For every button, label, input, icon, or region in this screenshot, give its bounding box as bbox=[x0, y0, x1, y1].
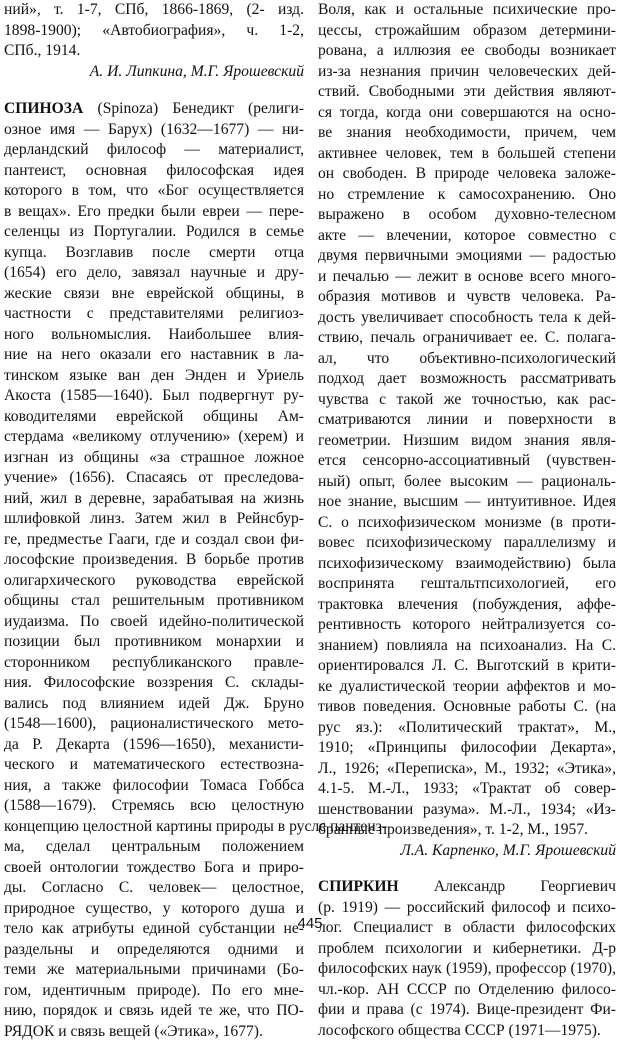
text-line: лог. Специалист в области философских bbox=[318, 918, 616, 939]
text-line: ется сенсорно-ассоциативный (чувствен- bbox=[318, 451, 616, 472]
text-line: позиции был противником монархии и bbox=[4, 632, 304, 653]
text-line: своей онтологии тождество Бога и приро- bbox=[4, 858, 304, 879]
entry-first-line-rest: (Spinoza) Бенедикт (религи- bbox=[83, 100, 304, 117]
text-line: дерландский философ — материалист, bbox=[4, 140, 304, 161]
text-line: ние на него оказали его наставник в ла- bbox=[4, 345, 304, 366]
text-line: учение» (1656). Спасаясь от преследова- bbox=[4, 468, 304, 489]
text-line: ке дуалистической теории аффектов и мо- bbox=[318, 677, 616, 698]
text-line: частности с представителями религиоз- bbox=[4, 304, 304, 325]
text-line: тивов поведения. Основные работы С. (на bbox=[318, 697, 616, 718]
text-line: образия мотивов и чувств человека. Ра- bbox=[318, 287, 616, 308]
text-line: тинском языке ван ден Энден и Уриель bbox=[4, 366, 304, 387]
text-line: из-за незнания причин человеческих дей- bbox=[318, 62, 616, 83]
text-line: геометрии. Низшим видом знания явля- bbox=[318, 431, 616, 452]
text-line: которого в том, что «Бог осуществляется bbox=[4, 181, 304, 202]
text-line: СПб., 1914. bbox=[4, 41, 304, 62]
text-line: ний, жил в деревне, зарабатывая на жизнь bbox=[4, 489, 304, 510]
text-line: 1910; «Принципы философии Декарта», bbox=[318, 738, 616, 759]
text-line: жеские связи вне еврейской общины, в bbox=[4, 284, 304, 305]
text-line: Л., 1926; «Переписка», М., 1932; «Этика», bbox=[318, 759, 616, 780]
text-line: тело как атрибуты единой субстанции не- bbox=[4, 919, 304, 940]
text-line: рус яз.): «Политический трактат», М., bbox=[318, 718, 616, 739]
text-line: и печалью — лежит в основе всего много- bbox=[318, 267, 616, 288]
text-line: в вещах». Его предки были евреи — пере- bbox=[4, 202, 304, 223]
text-line: ное знание, высшим — интуитивное. Идея bbox=[318, 492, 616, 513]
text-line: акте — влечении, которое совместно с bbox=[318, 226, 616, 247]
text-line: бранные произведения», т. 1-2, М., 1957. bbox=[318, 820, 616, 841]
text-line: но стремление к самосохранению. Оно bbox=[318, 185, 616, 206]
text-line: 4.1-5. М.-Л., 1933; «Трактат об совер- bbox=[318, 779, 616, 800]
entry-headword: СПИНОЗА bbox=[4, 100, 83, 117]
text-line: ческого и математического естествозна- bbox=[4, 755, 304, 776]
text-line: вались под влиянием идей Дж. Бруно bbox=[4, 694, 304, 715]
text-line: воспринята гештальтпсихологией, его bbox=[318, 574, 616, 595]
text-line: гом, идентичным природе). По его мне- bbox=[4, 981, 304, 1002]
text-line: общины стал решительным противником bbox=[4, 591, 304, 612]
text-line: чл.-кор. АН СССР по Отделению филосо- bbox=[318, 980, 616, 1001]
text-line: знанием) повлияла на психоанализ. На С. bbox=[318, 636, 616, 657]
text-line: ководителями еврейской общины Ам- bbox=[4, 407, 304, 428]
text-line: купца. Возглавив после смерти отца bbox=[4, 243, 304, 264]
text-line: ал, что объективно-психологический bbox=[318, 349, 616, 370]
text-line: выражено в особом духовно-телесном bbox=[318, 205, 616, 226]
text-line: двумя первичными эмоциями — радостью bbox=[318, 246, 616, 267]
entry-first-line bbox=[318, 877, 616, 898]
text-line: чувства с такой же точностью, как рас- bbox=[318, 390, 616, 411]
text-line: вовес психофизическому параллелизму и bbox=[318, 533, 616, 554]
text-line: философских наук (1959), профессор (1970), bbox=[318, 959, 616, 980]
text-line: шлифовкой линз. Затем жил в Рейнсбур- bbox=[4, 509, 304, 530]
text-line: ориентировался Л. С. Выготский в крити- bbox=[318, 656, 616, 677]
text-line: иудаизма. По своей идейно-политической bbox=[4, 612, 304, 633]
text-line: ный) опыт, более высоким — рациональ- bbox=[318, 472, 616, 493]
text-line: цессы, строжайшим образом детермини- bbox=[318, 21, 616, 42]
text-line: да Р. Декарта (1596—1650), механисти- bbox=[4, 735, 304, 756]
text-line: фии и права (с 1974). Вице-президент Фи- bbox=[318, 1000, 616, 1021]
text-line: дость увеличивает способность тела к дей- bbox=[318, 308, 616, 329]
text-line: трактовка влечения (побуждения, аффе- bbox=[318, 595, 616, 616]
text-line: ве знания необходимости, причем, чем bbox=[318, 123, 616, 144]
text-line: лософского общества СССР (1971—1975). bbox=[318, 1021, 616, 1042]
text-line: (1548—1600), рационалистического мето- bbox=[4, 714, 304, 735]
entry-spacer bbox=[318, 861, 616, 877]
text-line: подход дает возможность рассматривать bbox=[318, 369, 616, 390]
page-number: 445 bbox=[0, 915, 620, 932]
text-line: сторонником республиканского правле- bbox=[4, 653, 304, 674]
text-line: теми же материальными причинами (Бо- bbox=[4, 960, 304, 981]
text-line: лософские произведения. В борьбе против bbox=[4, 550, 304, 571]
right-column bbox=[318, 0, 616, 1041]
text-line: РЯДОК и связь вещей («Этика», 1677). bbox=[4, 1022, 304, 1042]
author-signature: А. И. Липкина, М.Г. Ярошевский bbox=[4, 62, 304, 83]
text-line: (р. 1919) — российский философ и психо- bbox=[318, 898, 616, 919]
text-line: ствию, печаль ограничивает ее. С. полага- bbox=[318, 328, 616, 349]
text-line: ния. Философские воззрения С. склады- bbox=[4, 673, 304, 694]
text-line: концепцию целостной картины природы в русле пантеиз- bbox=[4, 817, 304, 838]
text-line: Акоста (1585—1640). Был подвергнут ру- bbox=[4, 386, 304, 407]
entry-spacer bbox=[4, 82, 304, 99]
text-line: сматриваются линии и поверхности в bbox=[318, 410, 616, 431]
text-line: олигархического руководства еврейской bbox=[4, 571, 304, 592]
entry-headword: СПИРКИН bbox=[318, 878, 399, 895]
text-line: ствий. Свободными эти действия являют- bbox=[318, 82, 616, 103]
text-line: пантеист, основная философская идея bbox=[4, 161, 304, 182]
text-line: Воля, как и остальные психические про- bbox=[318, 0, 616, 21]
text-line: ний», т. 1-7, СПб, 1866-1869, (2- изд. bbox=[4, 0, 304, 21]
text-line: шенствовании разума». М.-Л., 1934; «Из- bbox=[318, 800, 616, 821]
text-line: озное имя — Барух) (1632—1677) — ни- bbox=[4, 120, 304, 141]
left-column bbox=[4, 0, 304, 1042]
author-signature: Л.А. Карпенко, М.Г. Ярошевский bbox=[318, 841, 616, 862]
text-line: рована, а иллюзия ее свободы возникает bbox=[318, 41, 616, 62]
text-line: ды. Согласно С. человек— целостное, bbox=[4, 878, 304, 899]
text-line: активнее человек, тем в большей степени bbox=[318, 144, 616, 165]
text-line: С. о психофизическом монизме (в проти- bbox=[318, 513, 616, 534]
entry-first-line-rest: Александр Георгиевич bbox=[399, 878, 616, 895]
text-line: психофизическому взаимодействию) была bbox=[318, 554, 616, 575]
text-line: ного вольномыслия. Наибольшее влия- bbox=[4, 325, 304, 346]
text-line: (1588—1679). Стремясь всю целостную bbox=[4, 796, 304, 817]
text-line: 1898-1900); «Автобиография», ч. 1-2, bbox=[4, 21, 304, 42]
entry-first-line bbox=[4, 99, 304, 120]
text-line: природное существо, у которого душа и bbox=[4, 899, 304, 920]
text-line: селенцы из Португалии. Родился в семье bbox=[4, 222, 304, 243]
text-line: раздельны и определяются одними и bbox=[4, 940, 304, 961]
text-line: стердама «великому отлучению» (херем) и bbox=[4, 427, 304, 448]
text-line: ге, предместье Гааги, где и создал свои фи- bbox=[4, 530, 304, 551]
text-line: ма, сделал центральным положением bbox=[4, 837, 304, 858]
text-line: нию, порядок и связь идей те же, что ПО- bbox=[4, 1001, 304, 1022]
text-line: рентивность которого нейтрализуется со- bbox=[318, 615, 616, 636]
text-line: он свободен. В природе человека заложе- bbox=[318, 164, 616, 185]
text-line: изгнан из общины «за страшное ложное bbox=[4, 448, 304, 469]
text-line: ния, а также философии Томаса Гоббса bbox=[4, 776, 304, 797]
text-line: ся тогда, когда они совершаются на осно- bbox=[318, 103, 616, 124]
text-line: проблем психологии и кибернетики. Д-р bbox=[318, 939, 616, 960]
text-line: (1654) его дело, завязал научные и дру- bbox=[4, 263, 304, 284]
